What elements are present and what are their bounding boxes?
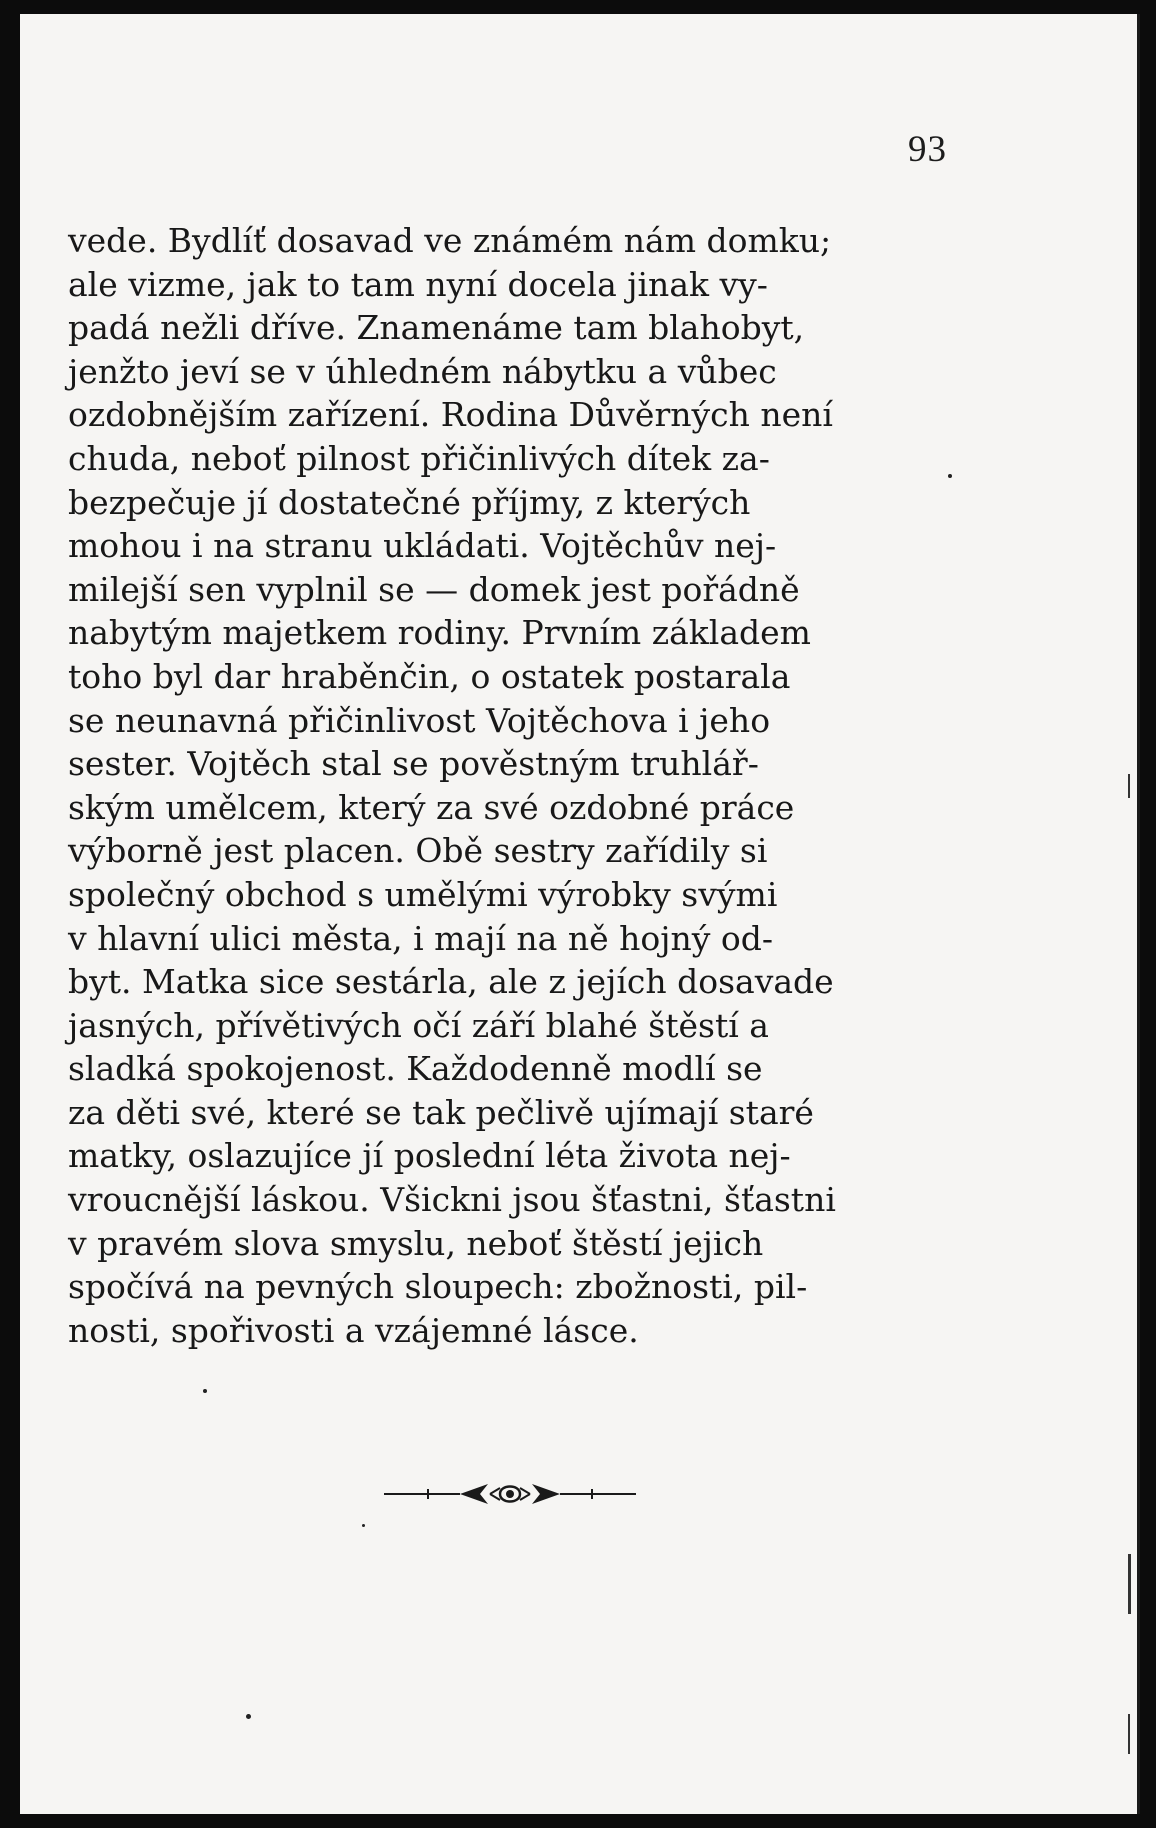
text-line: spočívá na pevných sloupech: zbožnosti, pil- [68, 1267, 808, 1307]
page-edge-mark [1128, 774, 1130, 798]
text-line: se neunavná přičinlivost Vojtěchova i jeho [68, 700, 771, 740]
text-line: mohou i na stranu ukládati. Vojtěchův nej- [68, 526, 777, 566]
text-line: ale vizme, jak to tam nyní docela jinak vy- [68, 264, 768, 304]
text-line: matky, oslazujíce jí poslední léta života nej- [68, 1136, 791, 1176]
page-number: 93 [908, 129, 947, 170]
text-line: nosti, spořivosti a vzájemné lásce. [68, 1310, 639, 1350]
paper-speck [948, 474, 952, 478]
text-line: v pravém slova smyslu, neboť štěstí jejich [68, 1223, 764, 1263]
text-line: padá nežli dříve. Znamenáme tam blahobyt, [68, 308, 805, 348]
text-line: jasných, přívětivých očí září blahé štěstí a [68, 1005, 769, 1045]
text-line: vede. Bydlíť dosavad ve známém nám domku; [68, 221, 832, 260]
paper-speck [246, 1714, 251, 1719]
text-line: ským umělcem, který za své ozdobné práce [68, 787, 795, 827]
text-line: sladká spokojenost. Každodenně modlí se [68, 1049, 763, 1089]
page-edge-mark [1128, 1554, 1131, 1614]
body-text [68, 219, 958, 1352]
text-line: sester. Vojtěch stal se pověstným truhlář- [68, 744, 759, 784]
text-line: jenžto jeví se v úhledném nábytku a vůbec [68, 351, 777, 391]
paper-speck [362, 1524, 365, 1527]
text-line: ozdobnějším zařízení. Rodina Důvěrných není [68, 395, 833, 435]
text-line: chuda, neboť pilnost přičinlivých dítek za- [68, 438, 770, 478]
text-line: nabytým majetkem rodiny. Prvním základem [68, 613, 811, 653]
text-line: byt. Matka sice sestárla, ale z jejích dosavade [68, 962, 834, 1002]
text-line: výborně jest placen. Obě sestry zařídily si [68, 831, 768, 871]
decorative-divider-icon [360, 1474, 660, 1514]
page-edge-mark [1128, 1714, 1130, 1754]
book-page [20, 14, 1140, 1814]
text-line: v hlavní ulici města, i mají na ně hojný od- [68, 918, 773, 958]
paper-speck [203, 1389, 207, 1393]
text-line: společný obchod s umělými výrobky svými [68, 874, 778, 914]
text-line: bezpečuje jí dostatečné příjmy, z kterých [68, 482, 751, 522]
text-line: toho byl dar hraběnčin, o ostatek postarala [68, 656, 791, 696]
text-line: milejší sen vyplnil se — domek jest pořádně [68, 569, 800, 609]
text-line: za děti své, které se tak pečlivě ujímají staré [68, 1092, 814, 1132]
text-line: vroucnější láskou. Všickni jsou šťastni, šťastni [68, 1180, 836, 1220]
